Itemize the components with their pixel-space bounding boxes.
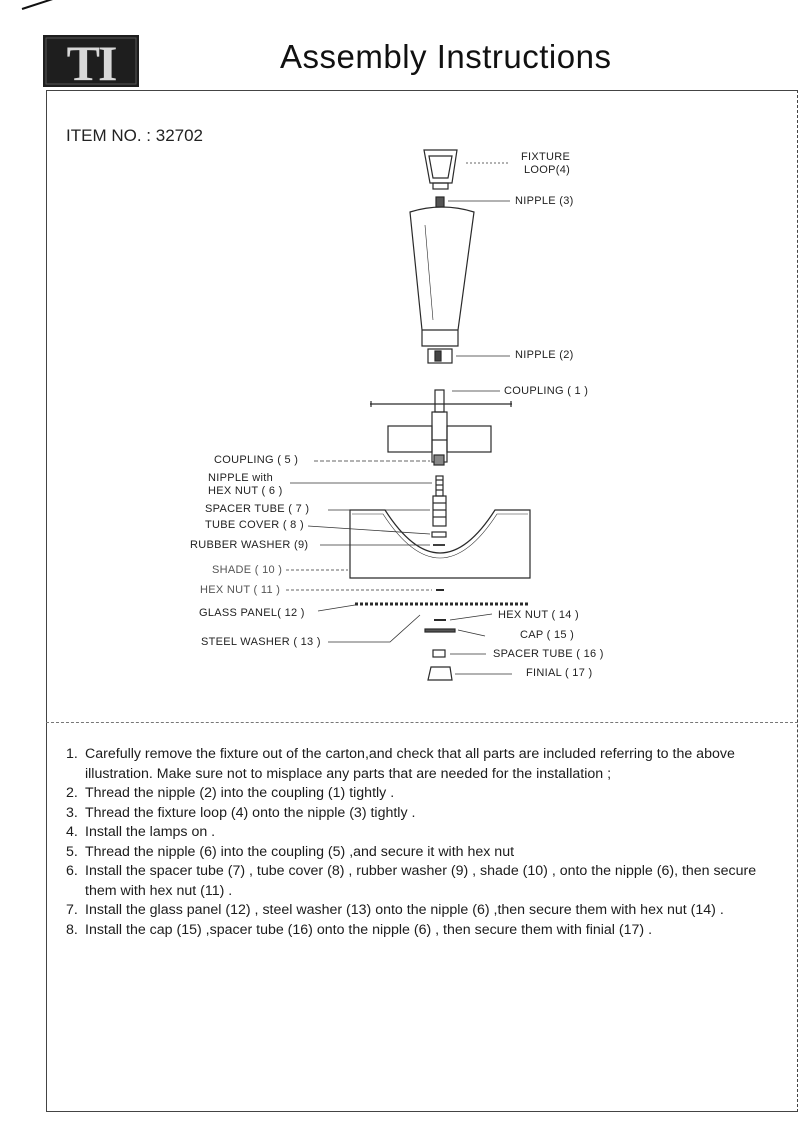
step-text: Install the glass panel (12) , steel washer (13) onto the nipple (6) ,then secure them with hex nut (14) . xyxy=(85,902,724,918)
step-number: 2. xyxy=(66,785,78,801)
instruction-step xyxy=(66,784,786,804)
callout-hex-nut-14: HEX NUT ( 14 ) xyxy=(498,609,580,621)
ti-logo xyxy=(43,35,139,87)
callout-nipple-2: NIPPLE (2) xyxy=(515,349,574,361)
section-divider xyxy=(46,722,798,723)
pen-stroke-mark xyxy=(22,0,64,10)
instruction-list xyxy=(66,745,786,940)
item-number-value: 32702 xyxy=(155,126,204,145)
step-text: Thread the nipple (6) into the coupling (5) ,and secure it with hex nut xyxy=(85,843,515,860)
callout-fixture-loop-line1: FIXTURE xyxy=(521,151,571,163)
callout-spacer-tube-16: SPACER TUBE ( 16 ) xyxy=(493,648,604,660)
callout-steel-washer-13: STEEL WASHER ( 13 ) xyxy=(201,636,321,648)
callout-coupling-5: COUPLING ( 5 ) xyxy=(214,454,299,466)
step-text: Install the spacer tube (7) , tube cover (8) , rubber washer (9) , shade (10) , onto the nipple (6), then secure them with hex nut (11) . xyxy=(85,863,757,899)
step-number: 7. xyxy=(66,902,78,918)
page-title: Assembly Instructions xyxy=(280,38,612,75)
instruction-step xyxy=(66,901,786,921)
step-text: Install the cap (15) ,spacer tube (16) onto the nipple (6) , then secure them with finial (17) . xyxy=(85,921,653,938)
callout-hex-nut-11: HEX NUT ( 11 ) xyxy=(200,584,281,596)
step-number: 4. xyxy=(66,824,78,840)
step-text: Thread the fixture loop (4) onto the nipple (3) tightly . xyxy=(85,804,416,821)
callout-coupling-1: COUPLING ( 1 ) xyxy=(504,385,589,397)
step-number: 3. xyxy=(66,804,78,821)
step-number: 5. xyxy=(66,843,78,860)
callout-rubber-washer-9: RUBBER WASHER (9) xyxy=(190,539,309,551)
instruction-step xyxy=(66,804,786,824)
callout-tube-cover-8: TUBE COVER ( 8 ) xyxy=(205,519,304,531)
callout-nipple-3: NIPPLE (3) xyxy=(515,195,574,207)
callout-nipple-hex-line1: NIPPLE with xyxy=(208,472,274,484)
instruction-step xyxy=(66,921,786,941)
step-text: Thread the nipple (2) into the coupling (1) tightly . xyxy=(85,785,395,801)
step-number: 8. xyxy=(66,921,78,938)
logo-text: TI xyxy=(66,35,116,87)
page-frame xyxy=(46,90,798,1112)
instruction-step xyxy=(66,823,786,843)
callout-spacer-tube-7: SPACER TUBE ( 7 ) xyxy=(205,503,310,515)
callout-shade-10: SHADE ( 10 ) xyxy=(212,564,283,576)
instruction-step xyxy=(66,745,786,784)
instruction-step xyxy=(66,843,786,863)
callout-nipple-hex-nut-6 xyxy=(208,472,283,498)
callout-cap-15: CAP ( 15 ) xyxy=(520,629,575,641)
callout-finial-17: FINIAL ( 17 ) xyxy=(526,667,593,679)
item-number-label: ITEM NO. : xyxy=(66,126,151,145)
step-text: Carefully remove the fixture out of the carton,and check that all parts are included referring to the above illustration. Make sure not to misplace any parts that are needed for the installation ; xyxy=(85,746,735,782)
item-number xyxy=(66,126,203,146)
callout-fixture-loop-line2: LOOP(4) xyxy=(524,164,571,176)
instruction-step xyxy=(66,862,786,901)
callout-fixture-loop xyxy=(521,151,570,177)
step-number: 6. xyxy=(66,863,78,879)
step-text: Install the lamps on . xyxy=(85,824,216,840)
step-number: 1. xyxy=(66,746,78,762)
callout-glass-panel-12: GLASS PANEL( 12 ) xyxy=(199,607,305,619)
callout-nipple-hex-line2: HEX NUT ( 6 ) xyxy=(208,485,283,497)
